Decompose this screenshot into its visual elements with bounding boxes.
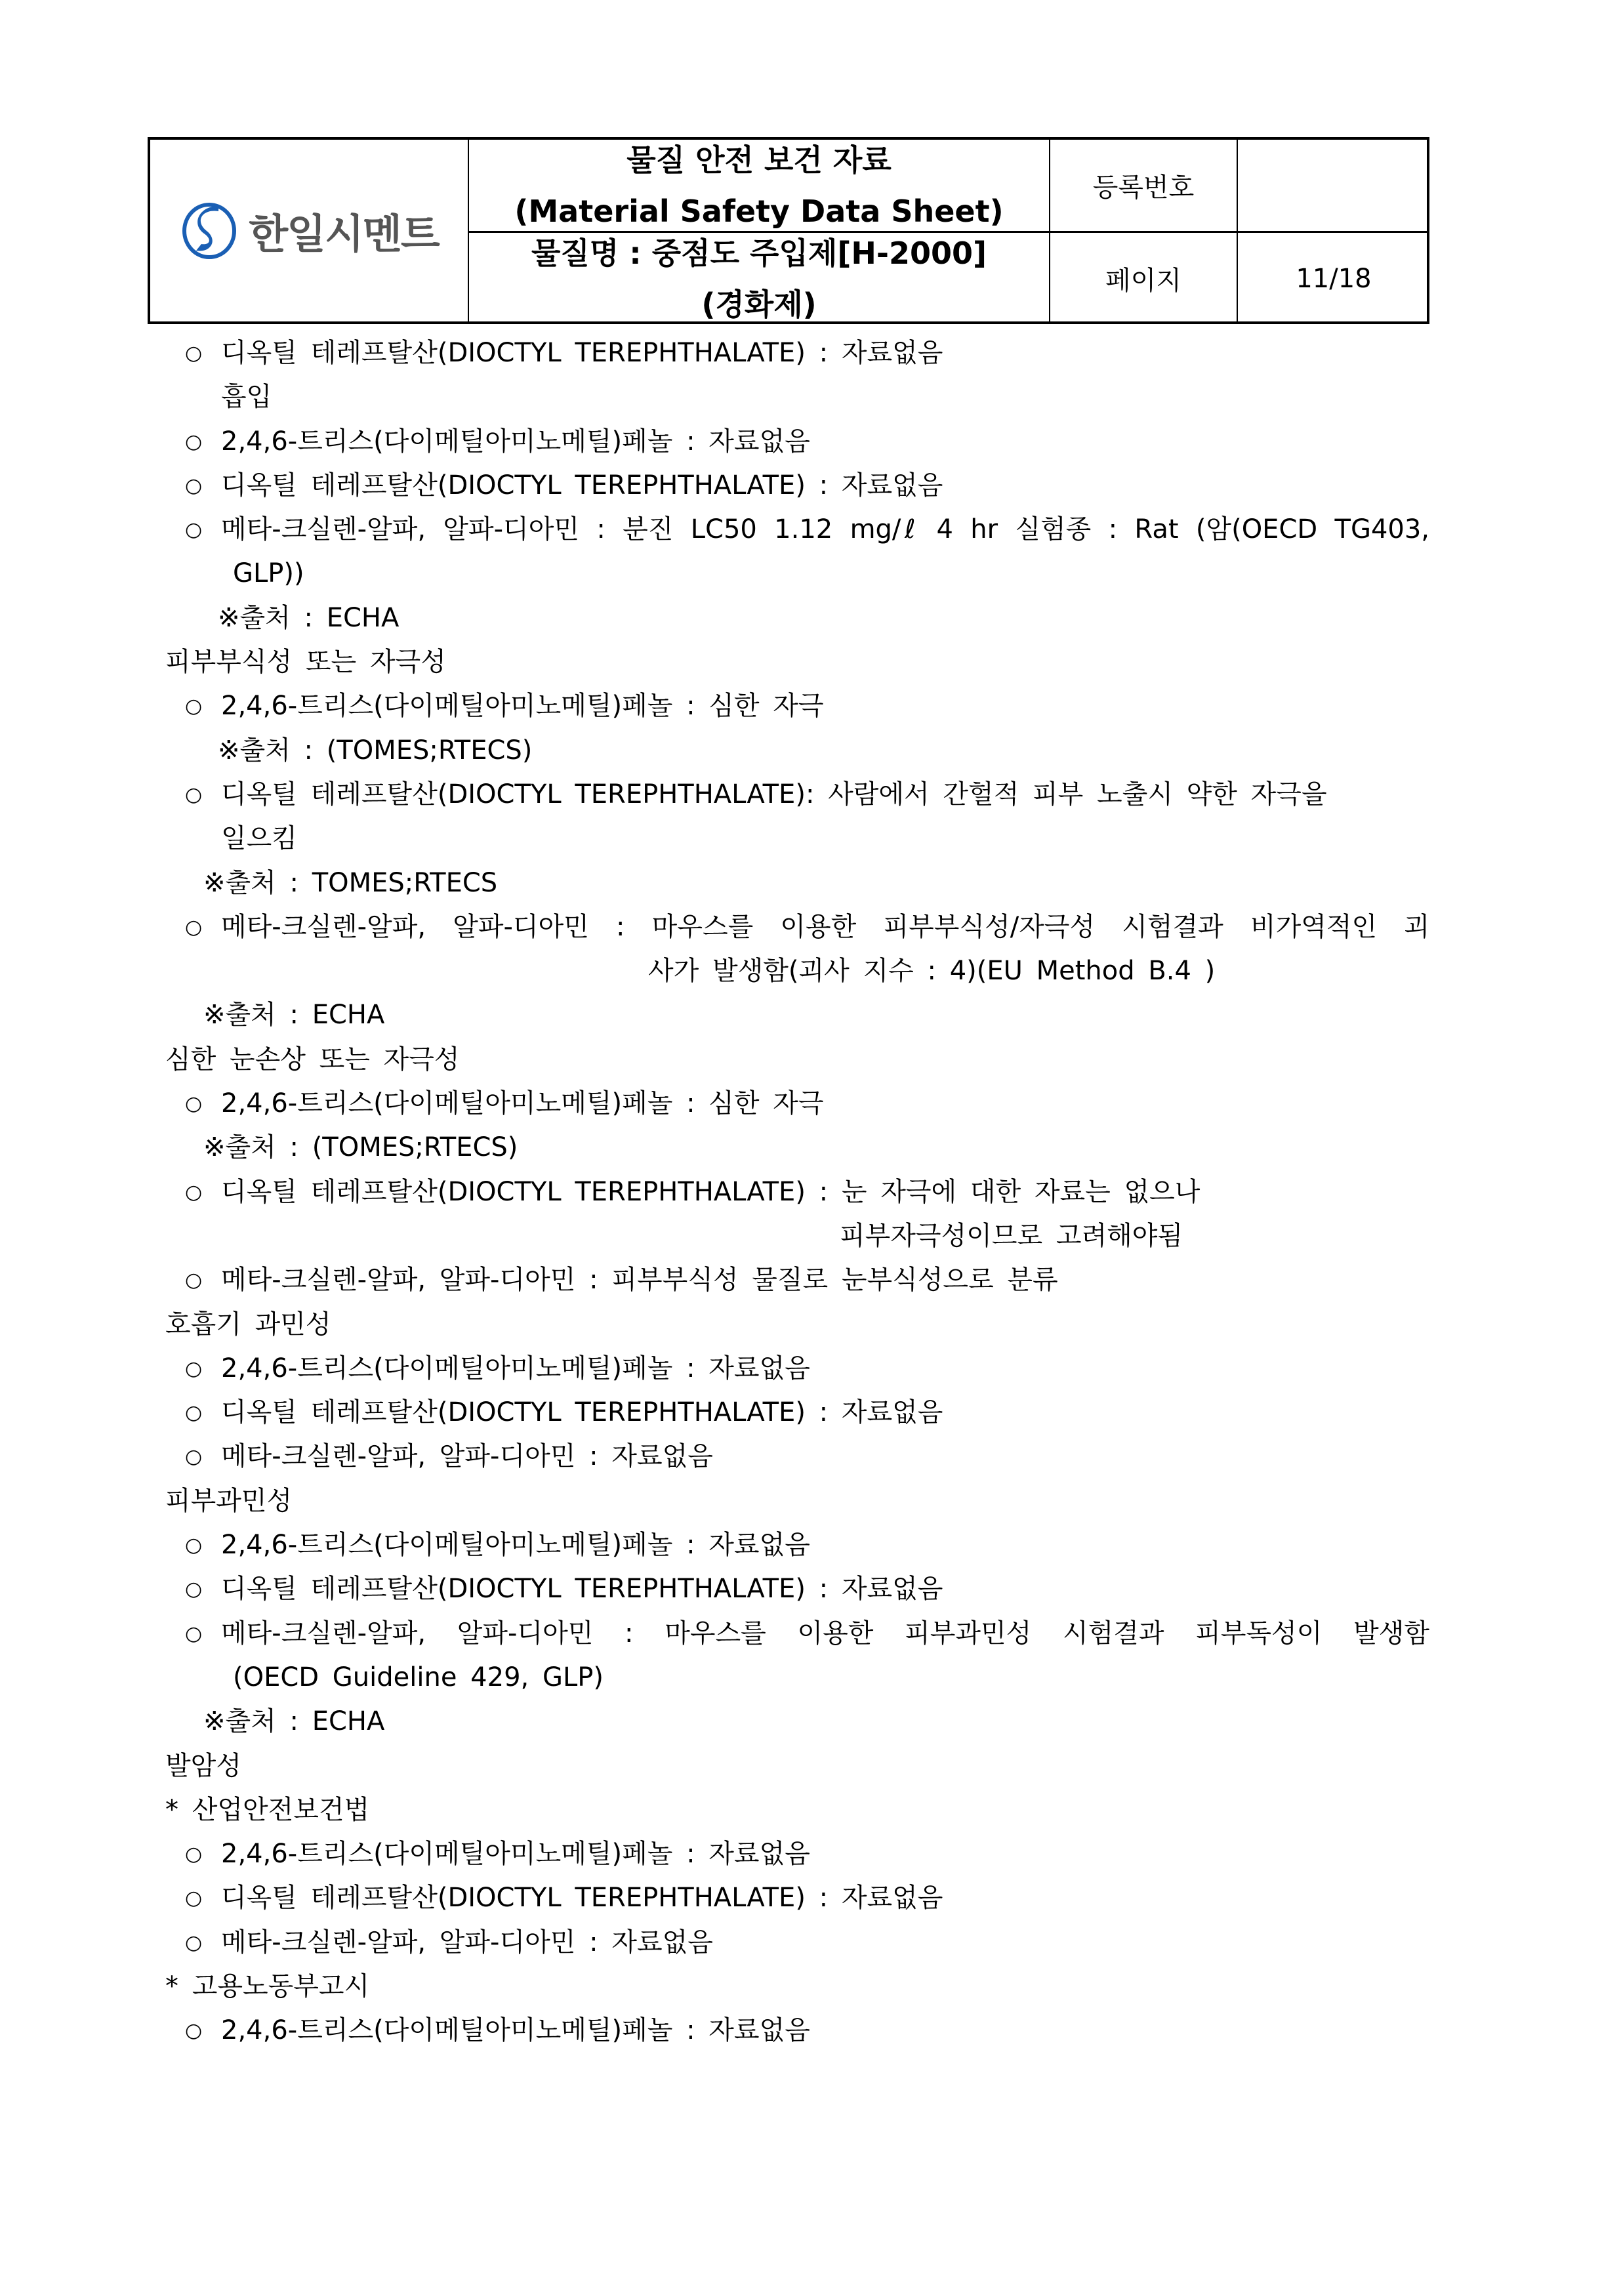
msds-header-table — [148, 137, 1429, 324]
document-title — [469, 140, 1049, 231]
title-ko: 물질 안전 보건 자료 — [626, 142, 892, 178]
list-item: ○ 디옥틸 테레프탈산(DIOCTYL TEREPHTHALATE) : 자료없음 — [0, 1876, 1621, 1920]
list-item: ○ 2,4,6-트리스(다이메틸아미노메틸)페놀 : 자료없음 — [0, 420, 1621, 464]
list-item: ○ 디옥틸 테레프탈산(DIOCTYL TEREPHTHALATE) : 자료없음 — [0, 464, 1621, 508]
logo-s-icon — [182, 202, 237, 260]
list-item: ○ 디옥틸 테레프탈산(DIOCTYL TEREPHTHALATE) : 자료없음 — [0, 1391, 1621, 1435]
section-heading: 발암성 — [165, 1750, 241, 1781]
list-item: ○ 2,4,6-트리스(다이메틸아미노메틸)페놀 : 심한 자극 — [0, 1082, 1621, 1126]
source-note: ※출처 : (TOMES;RTECS) — [218, 735, 533, 766]
product-line1: 물질명 : 중점도 주입제[H-2000] — [531, 235, 987, 271]
subsection-heading: * 고용노동부고시 — [165, 1971, 370, 2001]
list-item-continuation: 일으킴 — [221, 823, 297, 854]
subsection-heading: * 산업안전보건법 — [165, 1794, 370, 1825]
title-en: (Material Safety Data Sheet) — [514, 193, 1004, 229]
list-item: ○ 2,4,6-트리스(다이메틸아미노메틸)페놀 : 자료없음 — [0, 1523, 1621, 1567]
product-line2: (경화제) — [701, 286, 817, 322]
list-item: ○ 디옥틸 테레프탈산(DIOCTYL TEREPHTHALATE): 사람에서 간헐적 피부 노출시 약한 자극을 — [0, 773, 1621, 817]
source-note: ※출처 : ECHA — [218, 602, 400, 633]
list-item-continuation: 사가 발생함(괴사 지수 : 4)(EU Method B.4 ) — [648, 956, 1216, 987]
document-body — [0, 331, 1621, 2053]
list-item: ○ 2,4,6-트리스(다이메틸아미노메틸)페놀 : 자료없음 — [0, 1347, 1621, 1391]
page-number: 11/18 — [1296, 263, 1372, 294]
list-item: ○ 메타-크실렌-알파, 알파-디아민 : 마우스를 이용한 피부과민성 시험결과 피부독성이 발생함 — [0, 1612, 1429, 1656]
list-item: ○ 메타-크실렌-알파, 알파-디아민 : 자료없음 — [0, 1921, 1621, 1965]
section-heading: 호흡기 과민성 — [165, 1309, 331, 1340]
section-heading: 피부과민성 — [165, 1485, 293, 1516]
list-item: ○ 메타-크실렌-알파, 알파-디아민 : 마우스를 이용한 피부부식성/자극성 시험결과 비가역적인 괴 — [0, 905, 1429, 949]
list-item-continuation: (OECD Guideline 429, GLP) — [233, 1662, 604, 1692]
reg-label: 등록번호 — [1092, 173, 1195, 203]
source-note: ※출처 : TOMES;RTECS — [203, 867, 498, 898]
section-heading: 피부부식성 또는 자극성 — [165, 647, 446, 678]
list-item: ○ 디옥틸 테레프탈산(DIOCTYL TEREPHTHALATE) : 자료없음 — [0, 331, 1621, 375]
list-item: ○ 2,4,6-트리스(다이메틸아미노메틸)페놀 : 자료없음 — [0, 1832, 1621, 1876]
page-label: 페이지 — [1105, 266, 1181, 296]
company-name: 한일시멘트 — [249, 210, 439, 258]
reg-value — [1238, 140, 1429, 231]
product-name — [469, 233, 1049, 324]
source-note: ※출처 : (TOMES;RTECS) — [203, 1132, 518, 1163]
section-heading: 심한 눈손상 또는 자극성 — [165, 1044, 460, 1075]
list-item: ○ 디옥틸 테레프탈산(DIOCTYL TEREPHTHALATE) : 눈 자극에 대한 자료는 없으나 — [0, 1170, 1621, 1214]
list-item: ○ 메타-크실렌-알파, 알파-디아민 : 분진 LC50 1.12 mg/ℓ 4 hr 실험종 : Rat (암(OECD TG403, — [0, 508, 1429, 552]
source-note: ※출처 : ECHA — [203, 1000, 385, 1031]
section-subheading: 흡입 — [221, 382, 272, 413]
list-item: ○ 메타-크실렌-알파, 알파-디아민 : 피부부식성 물질로 눈부식성으로 분류 — [0, 1258, 1621, 1302]
list-item: ○ 2,4,6-트리스(다이메틸아미노메틸)페놀 : 심한 자극 — [0, 684, 1621, 728]
company-logo — [150, 140, 470, 321]
list-item: ○ 디옥틸 테레프탈산(DIOCTYL TEREPHTHALATE) : 자료없음 — [0, 1567, 1621, 1611]
list-item-continuation: GLP)) — [233, 558, 304, 589]
list-item: ○ 2,4,6-트리스(다이메틸아미노메틸)페놀 : 자료없음 — [0, 2009, 1621, 2053]
list-item-continuation: 피부자극성이므로 고려해야됨 — [840, 1220, 1183, 1251]
source-note: ※출처 : ECHA — [203, 1706, 385, 1737]
list-item: ○ 메타-크실렌-알파, 알파-디아민 : 자료없음 — [0, 1435, 1621, 1479]
